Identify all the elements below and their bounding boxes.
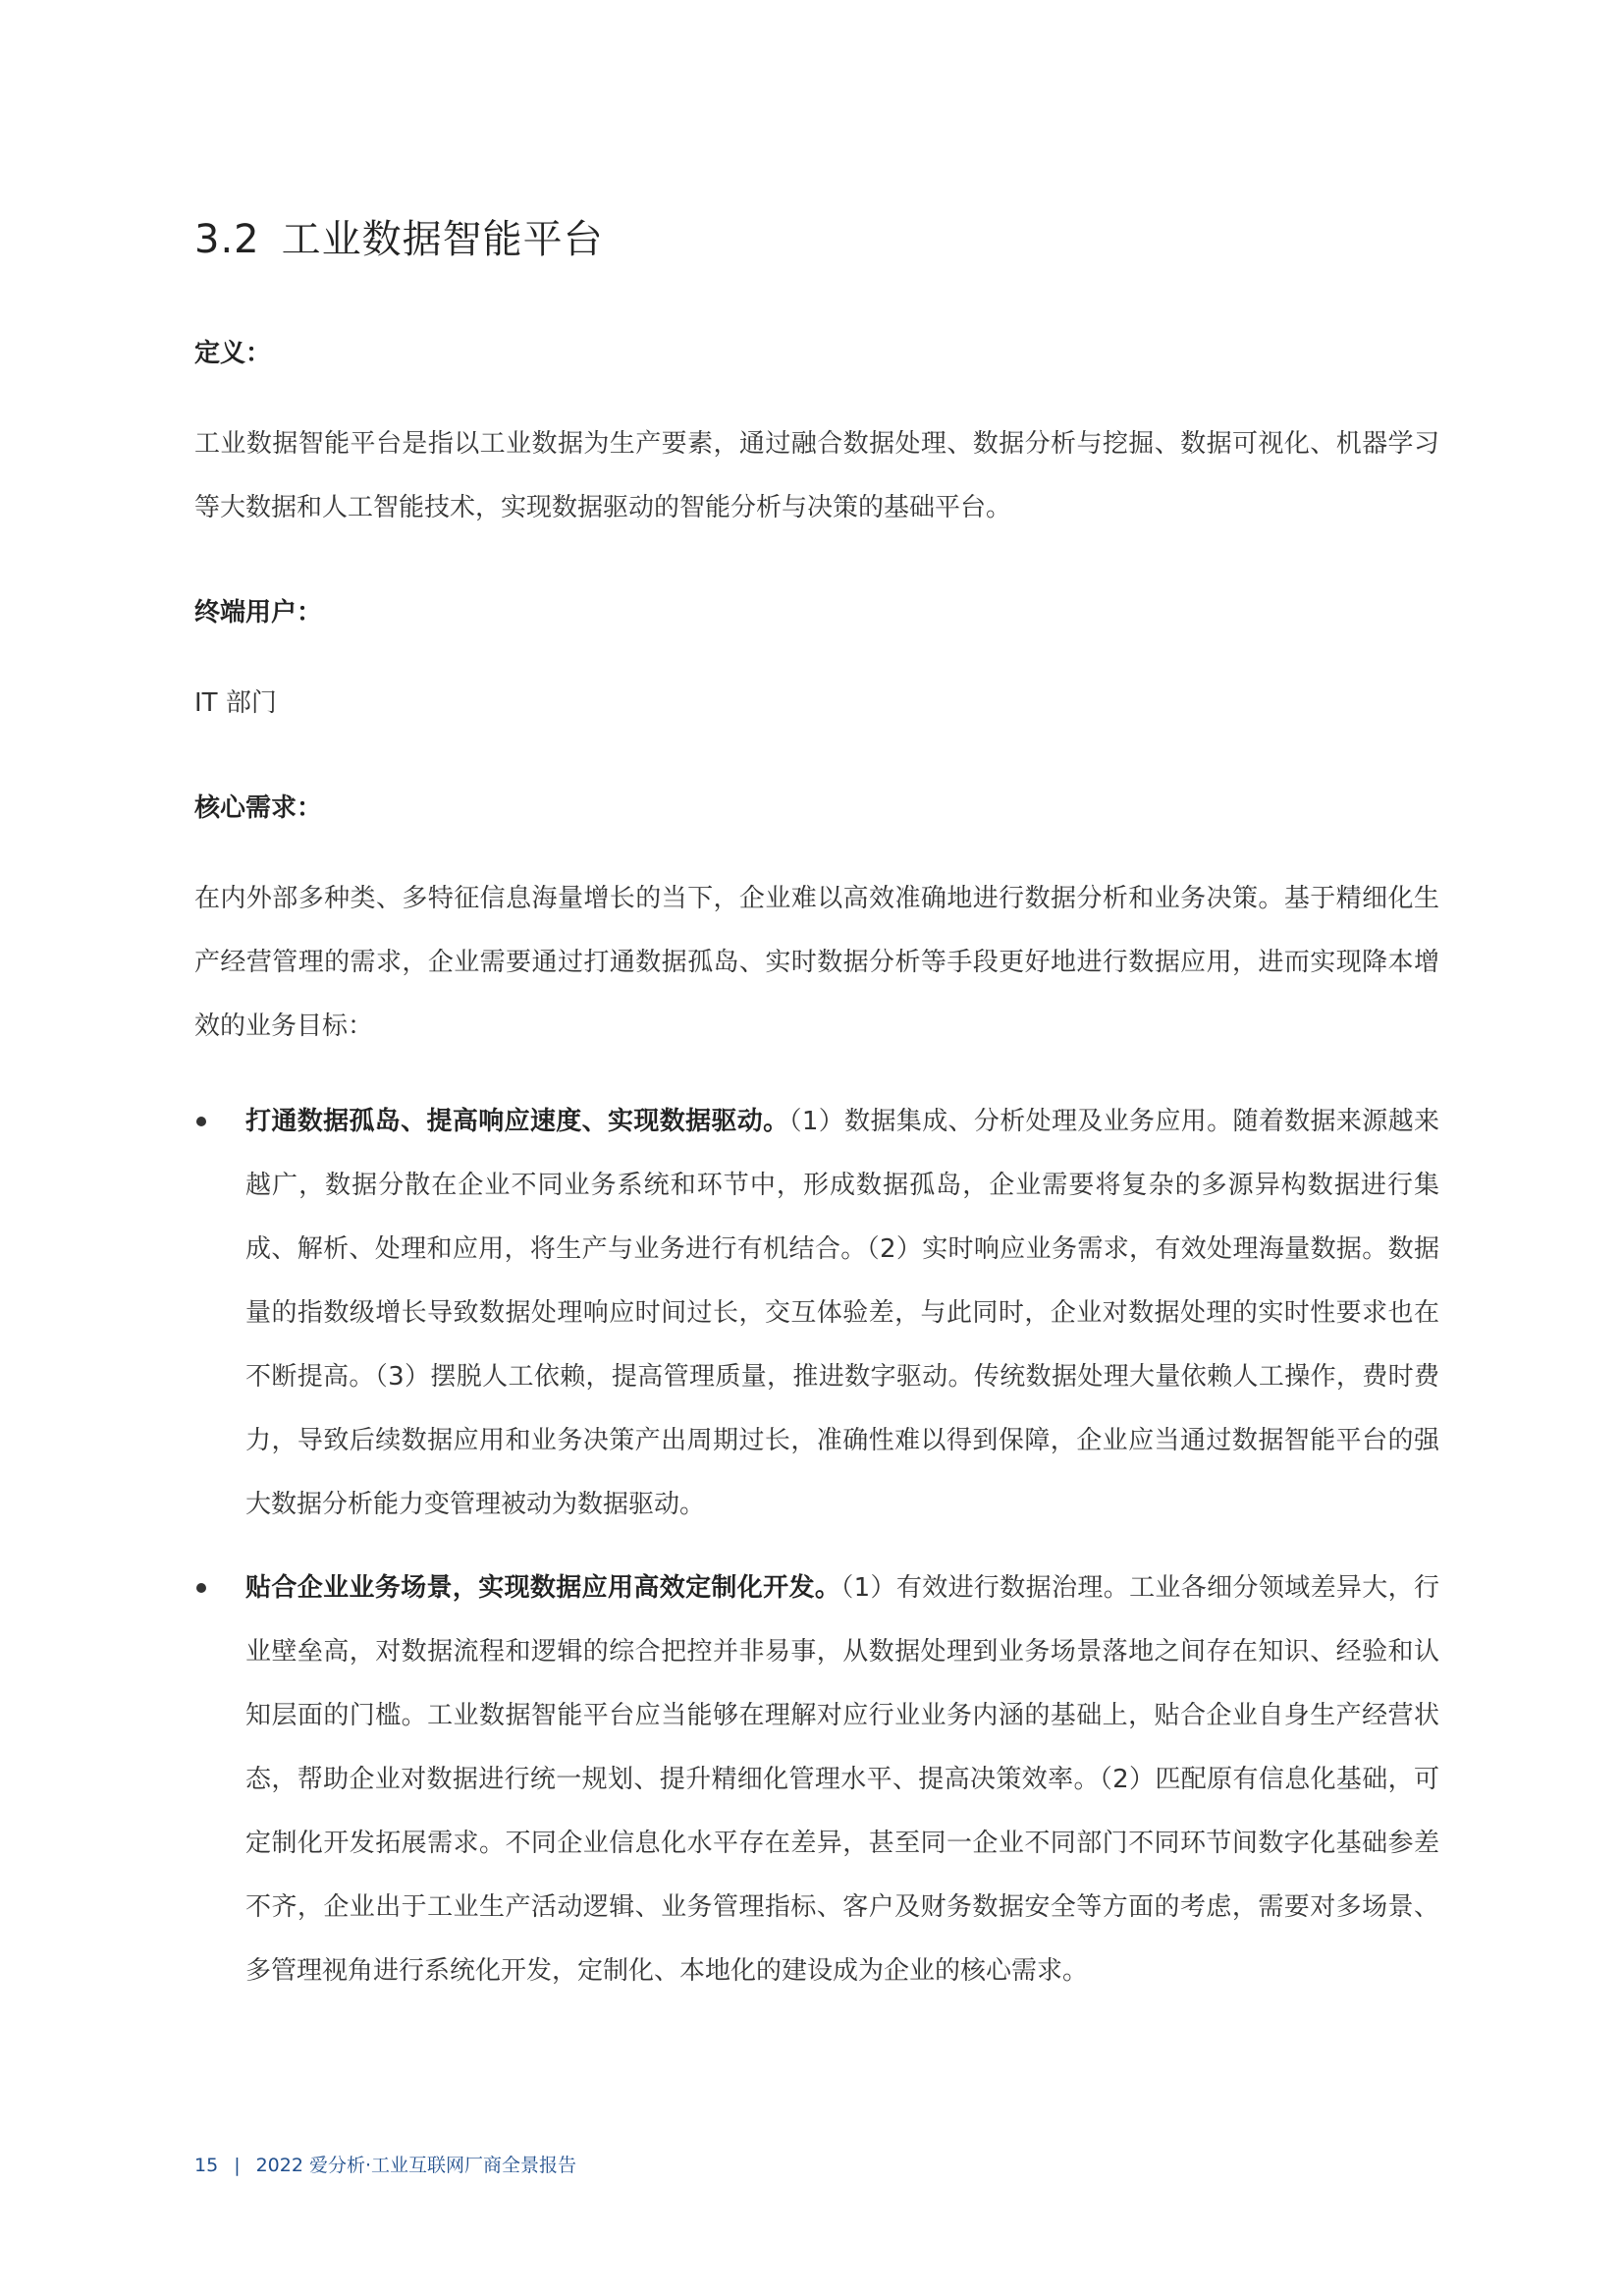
bullet-icon (196, 1117, 206, 1126)
list-item (194, 1557, 1439, 2003)
definition-heading: 定义： (194, 339, 272, 368)
bullet-body: （1）数据集成、分析处理及业务应用。随着数据来源越来越广，数据分散在企业不同业务系统和环节中，形成数据孤岛，企业需要将复杂的多源异构数据进行集成、解析、处理和应用，将生产与业务进行有机结合。（2）实时响应业务需求，有效处理海量数据。数据量的指数级增长导致数据处理响应时间过长，交互体验差，与此同时，企业对数据处理的实时性要求也在不断提高。（3）摆脱人工依赖，提高管理质量，推进数字驱动。传统数据处理大量依赖人工操作，费时费力，导致后续数据应用和业务决策产出周期过长，准确性难以得到保障，企业应当通过数据智能平台的强大数据分析能力变管理被动为数据驱动。 (245, 1107, 1439, 1519)
bullet-body: （1）有效进行数据治理。工业各细分领域差异大，行业壁垒高，对数据流程和逻辑的综合把控并非易事，从数据处理到业务场景落地之间存在知识、经验和认知层面的门槛。工业数据智能平台应当能够在理解对应行业业务内涵的基础上，贴合企业自身生产经营状态，帮助企业对数据进行统一规划、提升精细化管理水平、提高决策效率。（2）匹配原有信息化基础，可定制化开发拓展需求。不同企业信息化水平存在差异，甚至同一企业不同部门不同环节间数字化基础参差不齐，企业出于工业生产活动逻辑、业务管理指标、客户及财务数据安全等方面的考虑，需要对多场景、多管理视角进行系统化开发，定制化、本地化的建设成为企业的核心需求。 (245, 1573, 1439, 1986)
bullet-lead: 贴合企业业务场景，实现数据应用高效定制化开发。 (245, 1573, 841, 1603)
footer-separator: | (234, 2155, 241, 2176)
definition-text: 工业数据智能平台是指以工业数据为生产要素，通过融合数据处理、数据分析与挖掘、数据可视化、机器学习等大数据和人工智能技术，实现数据驱动的智能分析与决策的基础平台。 (194, 429, 1439, 522)
bullet-lead: 打通数据孤岛、提高响应速度、实现数据驱动。 (245, 1107, 789, 1136)
end-user-text: IT 部门 (194, 688, 277, 718)
bullet-icon (196, 1583, 206, 1593)
page-number: 15 (194, 2155, 219, 2176)
core-needs-intro: 在内外部多种类、多特征信息海量增长的当下，企业难以高效准确地进行数据分析和业务决策。基于精细化生产经营管理的需求，企业需要通过打通数据孤岛、实时数据分析等手段更好地进行数据应用，进而实现降本增效的业务目标： (194, 884, 1439, 1041)
core-needs-list (194, 1090, 1439, 2003)
end-user-heading: 终端用户： (194, 598, 323, 628)
section-title-text: 工业数据智能平台 (281, 217, 604, 262)
report-title: 2022 爱分析·工业互联网厂商全景报告 (255, 2155, 577, 2176)
section-title (194, 208, 604, 264)
page-footer (194, 2151, 576, 2177)
list-item (194, 1090, 1439, 1537)
core-needs-heading: 核心需求： (194, 793, 323, 823)
main-content (194, 334, 1439, 2003)
section-number: 3.2 (194, 217, 260, 262)
